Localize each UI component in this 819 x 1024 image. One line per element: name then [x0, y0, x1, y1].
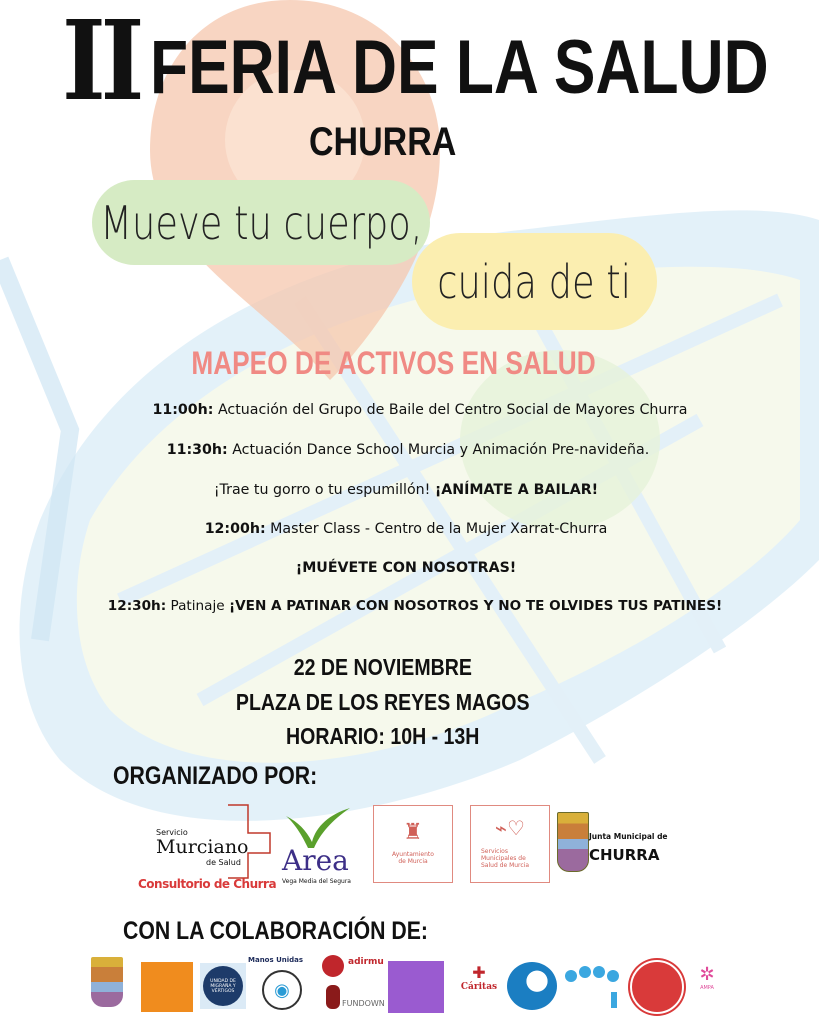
- event-place: PLAZA DE LOS REYES MAGOS: [236, 689, 530, 715]
- collab-red-circle-logo: [630, 960, 684, 1014]
- slogan-bubble-1: Mueve tu cuerpo,: [92, 180, 430, 265]
- schedule-item: 12:00h: Master Class - Centro de la Mujer Xarrat-Churra: [204, 521, 608, 537]
- collab-caritas-logo: ✚ Cáritas: [455, 963, 503, 1013]
- collab-ampa-logo: ✲ AMPA: [692, 964, 722, 1004]
- tower-icon: ♜: [403, 820, 423, 845]
- edition-numeral: II: [62, 0, 140, 125]
- collab-wave-logo: [507, 962, 557, 1010]
- junta-churra-logo: Junta Municipal de CHURRA: [555, 812, 665, 872]
- schedule-item: ¡Trae tu gorro o tu espumillón! ¡ANÍMATE A BAILAR!: [213, 482, 599, 498]
- heartbeat-icon: ⌁♡: [495, 816, 525, 840]
- slogan-bubble-2: cuida de ti: [412, 233, 657, 330]
- collab-migrana-logo: UNIDAD DE MIGRAÑA Y VÉRTIGOS: [200, 963, 246, 1009]
- schedule-item: 12:30h: Patinaje ¡VEN A PATINAR CON NOSOTROS Y NO TE OLVIDES TUS PATINES!: [107, 598, 723, 614]
- schedule-item: 11:30h: Actuación Dance School Murcia y Animación Pre-navideña.: [166, 442, 650, 458]
- caritas-cross-icon: ✚: [472, 963, 486, 982]
- servicios-salud-logo: ⌁♡ Servicios Municipales de Salud de Murcia: [470, 805, 550, 883]
- poster-title: FERIA DE LA SALUD: [150, 25, 769, 110]
- event-date: 22 DE NOVIEMBRE: [293, 654, 473, 680]
- collab-orange-logo: [141, 962, 193, 1012]
- town-name: CHURRA: [309, 120, 457, 164]
- balloons-icon: [563, 962, 625, 1012]
- organizers-heading: ORGANIZADO POR:: [113, 762, 318, 790]
- subtitle: MAPEO DE ACTIVOS EN SALUD: [191, 345, 597, 381]
- pinwheel-icon: ✲: [699, 964, 715, 985]
- collab-adirmu-fundown-logo: adirmu FUNDOWN: [322, 955, 388, 1015]
- schedule-item: ¡MUÉVETE CON NOSOTRAS!: [295, 560, 517, 576]
- eye-icon: ◉: [262, 970, 302, 1010]
- coat-of-arms-icon: [557, 812, 589, 872]
- collab-coat-of-arms: [91, 957, 123, 1007]
- event-hours: HORARIO: 10H - 13H: [286, 723, 480, 749]
- collab-purple-logo: [388, 961, 444, 1013]
- collab-balloons-logo: [563, 962, 625, 1012]
- schedule-item: 11:00h: Actuación del Grupo de Baile del Centro Social de Mayores Churra: [152, 402, 688, 418]
- collaborators-heading: CON LA COLABORACIÓN DE:: [123, 917, 428, 945]
- ayuntamiento-logo: ♜ Ayuntamiento de Murcia: [373, 805, 453, 883]
- area-logo: Area Vega Media del Segura: [280, 806, 355, 886]
- collab-manos-unidas-logo: Manos Unidas ◉: [248, 956, 318, 1016]
- sms-logo: Servicio Murciano de Salud Consultorio de Churra: [138, 803, 273, 895]
